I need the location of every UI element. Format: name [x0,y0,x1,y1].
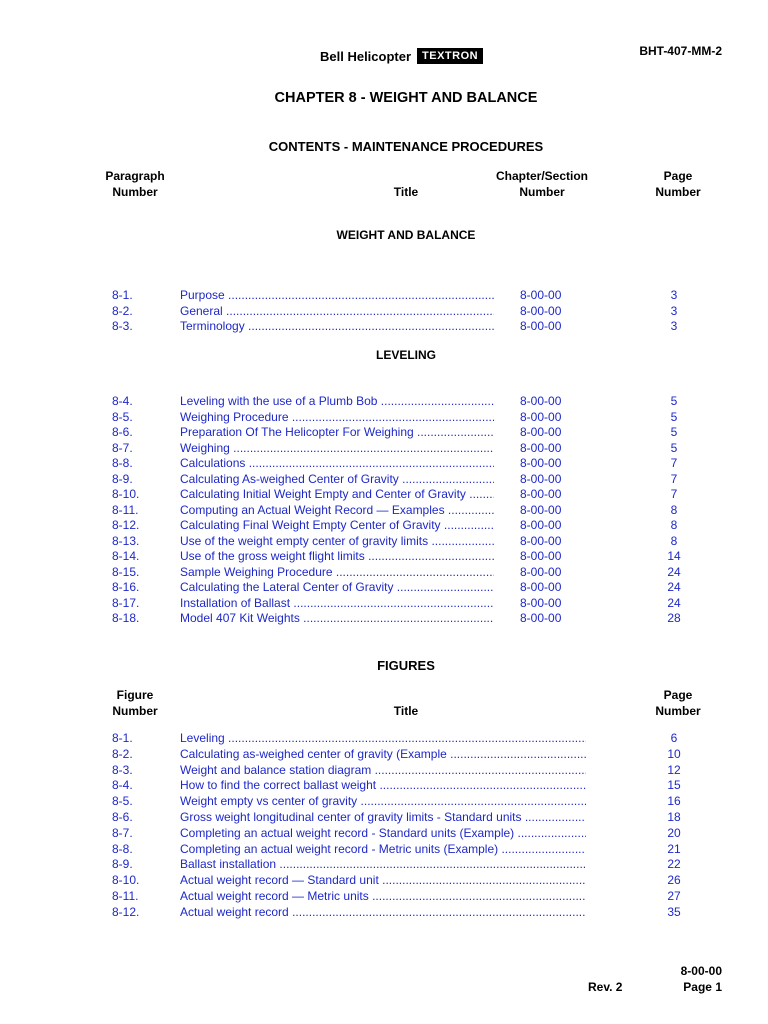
toc-row-section: 8-00-00 [520,502,562,517]
toc-row[interactable] [0,564,768,580]
toc-row-page[interactable]: 3 [670,288,678,302]
toc-row[interactable] [0,595,768,611]
toc-row-title-link[interactable]: Calculating As-weighed Center of Gravity ..... [180,471,494,487]
toc-row-title-link[interactable]: Calculating Initial Weight Empty and Center of Gravity ..... [180,486,494,502]
toc-row-page[interactable]: 12 [667,762,681,777]
toc-row[interactable] [0,856,768,872]
toc-row-number: 8-16. [112,580,140,594]
toc-row-page[interactable]: 35 [667,904,681,919]
toc-row-page[interactable]: 7 [670,471,678,486]
toc-row[interactable] [0,841,768,857]
toc-row-title-link[interactable]: Weight empty vs center of gravity ..... [180,793,586,809]
toc-row-title-link[interactable]: Use of the weight empty center of gravity limits ..... [180,533,494,549]
revision-label: Rev. 2 [588,980,623,994]
toc-row-page[interactable]: 7 [670,456,678,470]
brand-name: Bell Helicopter [320,48,412,64]
textron-badge: TEXTRON [417,48,483,64]
toc-row[interactable] [0,440,768,456]
toc-row-title-link[interactable]: Actual weight record — Metric units ..... [180,888,586,904]
toc-row-page[interactable]: 24 [667,580,681,594]
toc-row-section: 8-00-00 [520,611,562,625]
toc-row-number: 8-6. [112,810,133,824]
toc-row-title-link[interactable]: Preparation Of The Helicopter For Weighing ..... [180,424,494,440]
toc-row[interactable] [0,730,768,746]
toc-row-title-link[interactable]: Calculating the Lateral Center of Gravity ..... [180,579,494,595]
toc-row[interactable] [0,762,768,778]
toc-row-page[interactable]: 3 [670,319,678,333]
toc-row-number: 8-7. [112,440,133,455]
toc-row-title-link[interactable]: Calculating Final Weight Empty Center of Gravity ..... [180,517,494,533]
toc-row[interactable] [0,579,768,595]
toc-row-section: 8-00-00 [520,471,562,486]
toc-row-title-link[interactable]: Terminology ..... [180,318,494,334]
chapter-code: 8-00-00 [680,964,722,978]
chapter-section-header: Chapter/Section Number [495,169,588,199]
figure-page-number-header: Page Number [655,688,701,718]
toc-row[interactable] [0,533,768,549]
toc-row-title-link[interactable]: Purpose ..... [180,287,494,303]
toc-row-page[interactable]: 20 [667,825,681,840]
toc-row-section: 8-00-00 [520,409,562,424]
toc-row-page[interactable]: 5 [670,425,678,439]
toc-row-number: 8-8. [112,841,133,856]
toc-row-title-link[interactable]: Installation of Ballast ..... [180,595,494,611]
toc-row-number: 8-8. [112,456,133,470]
toc-row-page[interactable]: 16 [667,794,681,809]
toc-row[interactable] [0,793,768,809]
toc-row-page[interactable]: 27 [667,889,681,903]
toc-row-number: 8-2. [112,303,133,318]
toc-row-section: 8-00-00 [520,303,562,318]
toc-row-section: 8-00-00 [520,288,562,302]
toc-row-title-link[interactable]: Calculations ..... [180,455,494,471]
toc-row-title-link[interactable]: Actual weight record — Standard unit ..... [180,872,586,888]
toc-row-number: 8-15. [112,564,140,579]
toc-row-number: 8-3. [112,319,133,333]
toc-row-section: 8-00-00 [520,518,562,532]
toc-row-page[interactable]: 5 [670,394,678,408]
toc-row-page[interactable]: 15 [667,778,681,793]
toc-row[interactable] [0,825,768,841]
toc-row-title-link[interactable]: Leveling with the use of a Plumb Bob ..... [180,393,494,409]
toc-row-page[interactable]: 3 [670,303,678,318]
section-leveling: LEVELING [375,348,436,362]
toc-row-page[interactable]: 7 [670,487,678,501]
page-number-header: Page Number [655,169,701,199]
toc-row-section: 8-00-00 [520,394,562,408]
toc-row-page[interactable]: 26 [667,873,681,888]
toc-row-section: 8-00-00 [520,456,562,470]
toc-row[interactable] [0,517,768,533]
title-header: Title [393,185,419,199]
toc-row-title-link[interactable]: Completing an actual weight record - Standard units (Example) ..... [180,825,586,841]
toc-row[interactable] [0,777,768,793]
toc-row[interactable] [0,424,768,440]
toc-row[interactable] [0,502,768,518]
toc-row-title-link[interactable]: Weight and balance station diagram ..... [180,762,586,778]
toc-row-number: 8-5. [112,794,133,809]
toc-row-section: 8-00-00 [520,580,562,594]
toc-row-number: 8-5. [112,409,133,424]
toc-row-number: 8-10. [112,873,140,888]
toc-row-page[interactable]: 14 [667,549,681,563]
toc-row-page[interactable]: 8 [670,518,678,532]
toc-row[interactable] [0,610,768,626]
toc-row[interactable] [0,303,768,319]
toc-row-page[interactable]: 18 [667,810,681,824]
toc-row-section: 8-00-00 [520,533,562,548]
toc-row-number: 8-10. [112,487,140,501]
toc-row[interactable] [0,471,768,487]
toc-row-number: 8-11. [112,889,139,903]
toc-row-title-link[interactable]: Sample Weighing Procedure ..... [180,564,494,580]
toc-row-section: 8-00-00 [520,425,562,439]
toc-row-section: 8-00-00 [520,595,562,610]
toc-row-page[interactable]: 24 [667,564,681,579]
toc-row-number: 8-18. [112,611,140,625]
toc-row-number: 8-1. [112,288,133,302]
paragraph-number-header: Paragraph Number [105,169,165,199]
toc-row-section: 8-00-00 [520,487,562,501]
toc-row[interactable] [0,904,768,920]
toc-row-title-link[interactable]: Completing an actual weight record - Metric units (Example) ..... [180,841,586,857]
toc-row[interactable] [0,318,768,334]
toc-row-number: 8-14. [112,549,140,563]
toc-row-title-link[interactable]: Weighing ..... [180,440,494,456]
toc-row[interactable] [0,746,768,762]
toc-row-title-link[interactable]: Weighing Procedure ..... [180,409,494,425]
document-number: BHT-407-MM-2 [639,44,722,58]
toc-row-title-link[interactable]: Ballast installation ..... [180,856,586,872]
toc-row[interactable] [0,455,768,471]
toc-row-title-link[interactable]: General ..... [180,303,494,319]
toc-row-number: 8-6. [112,425,133,439]
toc-row-section: 8-00-00 [520,564,562,579]
toc-row-number: 8-2. [112,746,133,761]
toc-row-number: 8-3. [112,762,133,777]
toc-row-title-link[interactable]: How to find the correct ballast weight ..... [180,777,586,793]
toc-row-page[interactable]: 5 [670,409,678,424]
toc-row-page[interactable]: 28 [667,611,681,625]
section-figures: FIGURES [377,658,435,673]
toc-row[interactable] [0,393,768,409]
toc-row-page[interactable]: 24 [667,595,681,610]
toc-row-title-link[interactable]: Model 407 Kit Weights ..... [180,610,494,626]
toc-row-section: 8-00-00 [520,440,562,455]
toc-row-title-link[interactable]: Actual weight record ..... [180,904,586,920]
toc-row[interactable] [0,548,768,564]
toc-row-title-link[interactable]: Calculating as-weighed center of gravity (Example ..... [180,746,586,762]
toc-row-number: 8-7. [112,825,133,840]
toc-row-number: 8-11. [112,502,139,517]
toc-row-number: 8-9. [112,857,133,872]
section-weight-and-balance: WEIGHT AND BALANCE [336,228,476,242]
toc-row-page[interactable]: 6 [670,731,678,745]
toc-row-page[interactable]: 21 [667,841,681,856]
page-label: Page 1 [683,980,722,994]
chapter-title: CHAPTER 8 - WEIGHT AND BALANCE [274,90,538,106]
toc-row-section: 8-00-00 [520,319,562,333]
toc-row[interactable] [0,409,768,425]
toc-row-number: 8-12. [112,518,140,532]
toc-row-title-link[interactable]: Leveling ..... [180,730,586,746]
toc-row-number: 8-13. [112,533,140,548]
toc-row-number: 8-9. [112,471,133,486]
toc-row-title-link[interactable]: Gross weight longitudinal center of gravity limits - Standard units ..... [180,809,586,825]
toc-row[interactable] [0,486,768,502]
figure-title-header: Title [393,704,419,718]
toc-row-number: 8-12. [112,904,140,919]
toc-row[interactable] [0,809,768,825]
toc-row-page[interactable]: 10 [667,746,681,761]
toc-row-page[interactable]: 5 [670,440,678,455]
toc-row[interactable] [0,872,768,888]
toc-row-page[interactable]: 8 [670,502,678,517]
brand-logo [320,48,483,64]
contents-title: CONTENTS - MAINTENANCE PROCEDURES [268,139,544,154]
toc-row-page[interactable]: 8 [670,533,678,548]
toc-row-page[interactable]: 22 [667,857,681,872]
toc-row-title-link[interactable]: Computing an Actual Weight Record — Examples ..... [180,502,494,518]
toc-row-number: 8-4. [112,394,133,408]
toc-row-title-link[interactable]: Use of the gross weight flight limits ..... [180,548,494,564]
toc-row-number: 8-17. [112,595,140,610]
toc-row-number: 8-1. [112,731,133,745]
figure-number-header: Figure Number [112,688,158,718]
toc-row[interactable] [0,888,768,904]
toc-row-section: 8-00-00 [520,549,562,563]
toc-row-number: 8-4. [112,778,133,793]
toc-row[interactable] [0,287,768,303]
